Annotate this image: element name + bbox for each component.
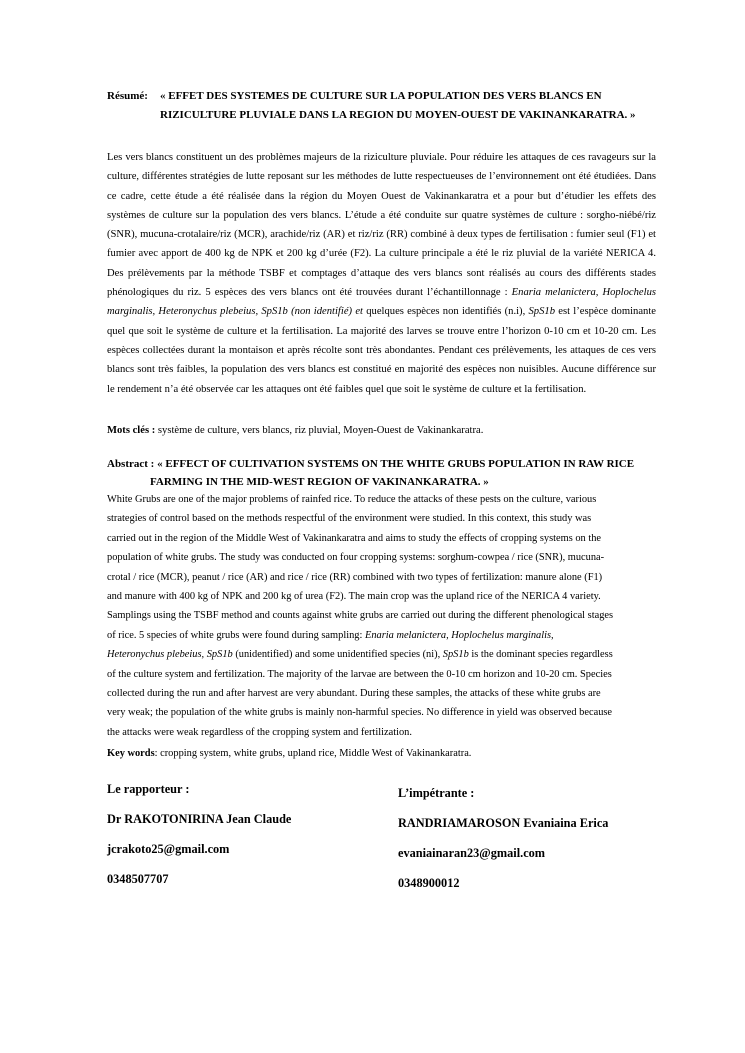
key-words-text: : cropping system, white grubs, upland rice, Middle West of Vakinankaratra. [154,748,472,759]
key-words-label: Key words [107,748,155,759]
abstract-line: Samplings using the TSBF method and counts against white grubs are carried out during the different phenological stages [107,610,614,622]
resume-title-line1: « EFFET DES SYSTEMES DE CULTURE SUR LA POPULATION DES VERS BLANCS EN [160,90,602,102]
mots-cles-text: système de culture, vers blancs, riz pluvial, Moyen-Ouest de Vakinankaratra. [155,425,484,436]
abstract-line: crotal / rice (MCR), peanut / rice (AR) and rice / rice (RR) combined with two types of fertilization: manure alone (F1) [107,571,603,583]
impetrante-name: RANDRIAMAROSON Evaniaina Erica [398,816,609,830]
resume-species-list: Enaria melanictera, Hoplochelus marginalis, Heteronychus plebeius, SpS1b (non identifié) et [107,287,656,318]
abstract-text: of rice. 5 species of white grubs were found during sampling: [107,629,365,641]
abstract-species-italic: Enaria melanictera, Hoplochelus marginalis, [364,629,554,641]
rapporteur-name: Dr RAKOTONIRINA Jean Claude [107,812,292,826]
abstract-line: very weak; the population of the white grubs is mainly non-harmful species. No difference in yield was observed because [107,707,613,719]
abstract-heading [107,458,634,470]
abstract-line [107,626,667,645]
abstract-species-italic: Heteronychus plebeius, SpS1b [107,649,233,661]
rapporteur-email: jcrakoto25@gmail.com [107,842,230,856]
resume-dominant-species: SpS1b [528,306,555,318]
abstract-line: of the culture system and fertilization. The majority of the larvae are between the 0-10 cm horizon and 10-20 cm. Species [107,668,612,680]
abstract-body [107,490,667,742]
mots-cles-label: Mots clés : [107,425,156,436]
abstract-line: collected during the run and after harvest are very abundant. During these samples, the attacks of these white grubs are [107,688,601,700]
resume-body-part1: Les vers blancs constituent un des problèmes majeurs de la riziculture pluviale. Pour réduire les attaques de ces ravageurs sur la culture, différentes stratégies de lutte reposant sur les méthodes de lutte respectueuses de l’environnement ont été étudiées. Dans ce cadre, cette étude a été réalisée dans la région du Moyen Ouest de Vakinankaratra et a pour but d’étudier les effets des systèmes de culture sur la population des vers blancs. L’étude a été conduite sur quatre systèmes de culture : sorgho-niébé/riz (SNR), mucuna-crotalaire/riz (MCR), arachide/riz (AR) et riz/riz (RR) combiné à deux types de fertilisation : fumier seul (F1) et fumier avec apport de 400 kg de NPK et 200 kg d’urée (F2). La culture principale a été le riz pluvial de la variété NERICA 4. Des prélèvements par la méthode TSBF et comptages d’attaque des vers blancs sont réalisés au cours des différents stades phénologiques du riz. 5 espèces des vers blancs ont été trouvées durant l’échantillonnage : [107,152,656,299]
abstract-line: population of white grubs. The study was conducted on four cropping systems: sorghum-cowpea / rice (SNR), mucuna- [107,552,605,564]
abstract-line: strategies of control based on the methods respectful of the environment were studied. In this context, this study was [107,513,592,525]
abstract-title-line1: « EFFECT OF CULTIVATION SYSTEMS ON THE WHITE GRUBS POPULATION IN RAW RICE [154,458,635,470]
rapporteur-phone: 0348507707 [107,872,169,886]
abstract-line: carried out in the region of the Middle West of Vakinankaratra and aims to study the effects of cropping systems on the [107,532,602,544]
abstract-line: and manure with 400 kg of NPK and 200 kg of urea (F2). The main crop was the upland rice of the NERICA 4 variety. [107,591,601,603]
abstract-title-line2: FARMING IN THE MID-WEST REGION OF VAKINANKARATRA. » [150,476,489,488]
abstract-text: (unidentified) and some unidentified species (ni), [232,649,443,661]
key-words [107,744,471,763]
abstract-line: White Grubs are one of the major problems of rainfed rice. To reduce the attacks of these pests on the culture, various [107,494,597,505]
rapporteur-label: Le rapporteur : [107,782,190,796]
resume-body [107,148,656,399]
abstract-dominant-italic: SpS1b [442,649,469,661]
resume-label: Résumé: [107,90,148,102]
abstract-text: is the dominant species regardless [468,649,613,661]
abstract-line: the attacks were weak regardless of the cropping system and fertilization. [107,726,412,738]
impetrante-phone: 0348900012 [398,876,460,890]
impetrante-email: evaniainaran23@gmail.com [398,846,546,860]
resume-body-part3: est l’espèce dominante quel que soit le système de culture et la fertilisation. La majorité des larves se trouve entre l’horizon 0-10 cm et 10-20 cm. Les espèces collectées durant la montaison et après récolte sont très abondantes. Pendant ces prélèvements, les attaques de ces vers blancs sont très faibles, la population des vers blancs est constitué en majorité des espèces non nuisibles. Aucune différence sur le rendement n’a été observée car les attaques ont été faibles quel que soit le système de culture et la fertilisation. [107,306,656,395]
resume-body-part2: quelques espèces non identifiés (n.i), [362,306,529,318]
mots-cles [107,421,483,440]
abstract-label: Abstract : [107,458,155,470]
resume-title-line2: RIZICULTURE PLUVIALE DANS LA REGION DU MOYEN-OUEST DE VAKINANKARATRA. » [160,109,636,121]
abstract-line [107,645,667,664]
impetrante-label: L’impétrante : [398,786,475,800]
